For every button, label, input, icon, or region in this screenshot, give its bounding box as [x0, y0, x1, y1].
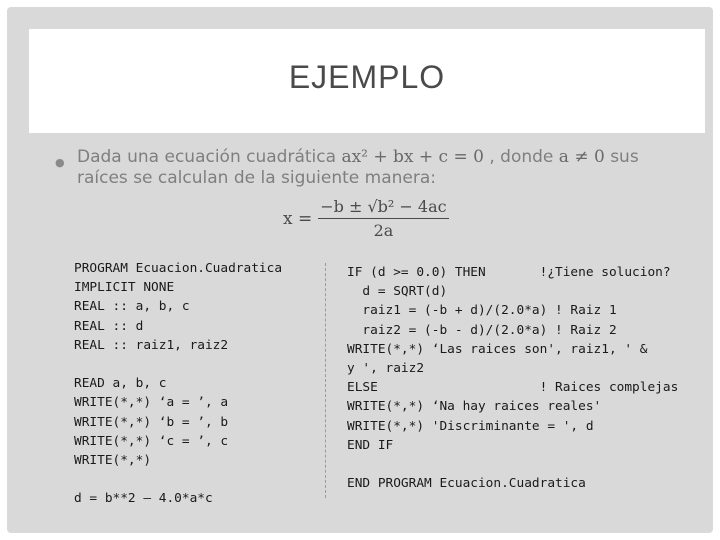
- code-line: WRITE(*,*): [74, 452, 152, 468]
- code-line: raiz2 = (-b - d)/(2.0*a) ! Raiz 2: [347, 322, 617, 338]
- code-line: END PROGRAM Ecuacion.Cuadratica: [347, 476, 586, 492]
- intro-condition: a ≠ 0: [558, 147, 605, 167]
- code-line: raiz1 = (-b + d)/(2.0*a) ! Raiz 1: [347, 303, 617, 319]
- formula-fraction: [318, 197, 448, 240]
- code-line: WRITE(*,*) 'Discriminante = ', d: [347, 418, 594, 434]
- code-line: [74, 470, 282, 489]
- code-line: [347, 455, 678, 474]
- code-line: WRITE(*,*) ‘a = ’, a: [74, 395, 229, 411]
- quadratic-formula: [283, 197, 449, 240]
- slide: [7, 7, 713, 533]
- intro-part3: sus raíces se calculan de la siguiente manera:: [77, 147, 639, 188]
- code-line: d = SQRT(d): [347, 284, 448, 300]
- slide-title: EJEMPLO: [288, 59, 446, 95]
- code-line: WRITE(*,*) ‘c = ’, c: [74, 433, 229, 449]
- code-block-right: [347, 263, 678, 493]
- intro-part2: , donde: [483, 147, 559, 167]
- code-line: REAL :: raiz1, raiz2: [74, 337, 229, 353]
- formula-lhs: x =: [283, 208, 313, 229]
- code-line: WRITE(*,*) ‘b = ’, b: [74, 414, 229, 430]
- intro-equation: ax² + bx + c = 0: [341, 147, 484, 167]
- code-line: y ', raiz2: [347, 360, 425, 376]
- code-line: WRITE(*,*) ‘Na hay raices reales': [347, 399, 602, 415]
- code-block-left: [74, 259, 282, 508]
- code-line: REAL :: a, b, c: [74, 299, 190, 315]
- code-line: PROGRAM Ecuacion.Cuadratica: [74, 261, 283, 276]
- code-line: [74, 355, 282, 374]
- formula-denominator: 2a: [373, 221, 394, 240]
- code-line: IF (d >= 0.0) THEN !¿Tiene solucion?: [347, 265, 671, 280]
- code-line: d = b**2 – 4.0*a*c: [74, 491, 213, 507]
- code-line: WRITE(*,*) ‘Las raices son', raiz1, ' &: [347, 341, 648, 357]
- code-line: END IF: [347, 437, 394, 453]
- code-line: READ a, b, c: [74, 376, 167, 392]
- intro-text: [77, 147, 677, 189]
- title-box: [29, 29, 705, 133]
- column-divider: [325, 263, 326, 498]
- formula-numerator: −b ± √b² − 4ac: [318, 197, 448, 219]
- code-line: REAL :: d: [74, 318, 144, 334]
- intro-part1: Dada una ecuación cuadrática: [77, 147, 342, 167]
- bullet-icon: ●: [55, 156, 65, 169]
- code-line: ELSE ! Raices complejas: [347, 380, 679, 396]
- code-line: IMPLICIT NONE: [74, 280, 175, 296]
